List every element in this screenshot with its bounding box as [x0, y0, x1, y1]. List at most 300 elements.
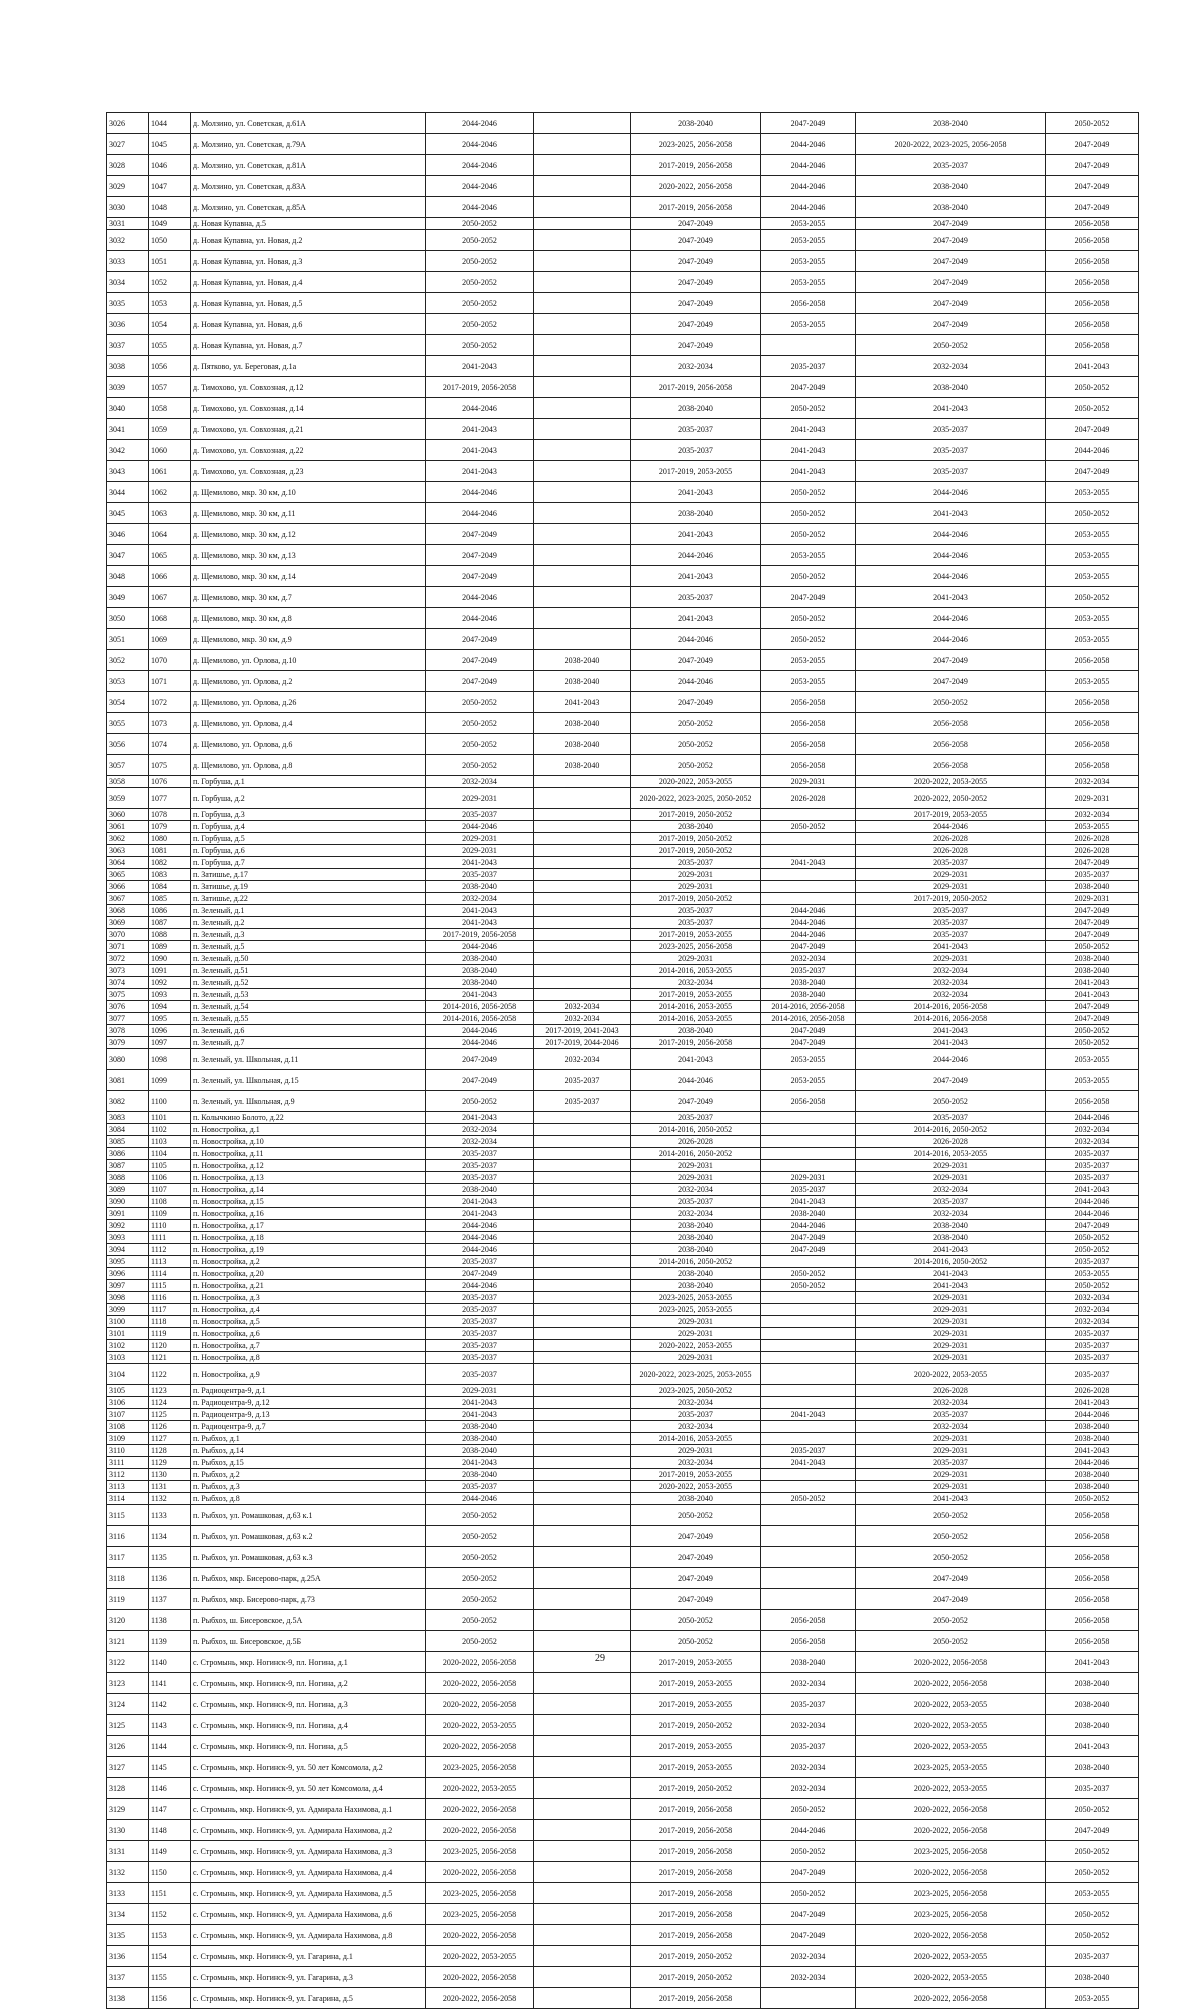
table-row — [107, 1409, 1139, 1421]
cell-object-number: 1090 — [149, 953, 191, 965]
cell-period-2 — [534, 1967, 631, 1988]
cell-period-6: 2047-2049 — [1046, 1220, 1139, 1232]
cell-row-number: 3027 — [107, 134, 149, 155]
cell-row-number: 3030 — [107, 197, 149, 218]
cell-period-1: 2029-2031 — [426, 845, 534, 857]
cell-object-number: 1122 — [149, 1364, 191, 1385]
table-row — [107, 650, 1139, 671]
cell-period-3: 2035-2037 — [631, 419, 761, 440]
table-row — [107, 1925, 1139, 1946]
cell-period-5: 2020-2022, 2050-2052 — [856, 788, 1046, 809]
cell-period-5: 2035-2037 — [856, 1196, 1046, 1208]
cell-period-4: 2050-2052 — [761, 1799, 856, 1820]
cell-period-2 — [534, 1232, 631, 1244]
cell-period-1: 2041-2043 — [426, 905, 534, 917]
cell-object-number: 1107 — [149, 1184, 191, 1196]
cell-period-3: 2035-2037 — [631, 917, 761, 929]
cell-period-4: 2050-2052 — [761, 398, 856, 419]
cell-period-3: 2020-2022, 2053-2055 — [631, 776, 761, 788]
cell-period-5: 2038-2040 — [856, 1220, 1046, 1232]
cell-row-number: 3096 — [107, 1268, 149, 1280]
cell-period-6: 2035-2037 — [1046, 1160, 1139, 1172]
cell-period-3: 2017-2019, 2053-2055 — [631, 1673, 761, 1694]
cell-period-5: 2035-2037 — [856, 1112, 1046, 1124]
cell-period-1: 2044-2046 — [426, 941, 534, 953]
cell-row-number: 3084 — [107, 1124, 149, 1136]
cell-period-4: 2026-2028 — [761, 788, 856, 809]
cell-row-number: 3054 — [107, 692, 149, 713]
cell-period-2 — [534, 1736, 631, 1757]
cell-address: п. Новостройка, д.1 — [191, 1124, 426, 1136]
cell-address: п. Новостройка, д.9 — [191, 1364, 426, 1385]
cell-period-1: 2020-2022, 2056-2058 — [426, 1694, 534, 1715]
cell-period-3: 2017-2019, 2053-2055 — [631, 1736, 761, 1757]
cell-object-number: 1070 — [149, 650, 191, 671]
cell-period-3: 2029-2031 — [631, 1160, 761, 1172]
cell-period-5: 2032-2034 — [856, 356, 1046, 377]
cell-object-number: 1087 — [149, 917, 191, 929]
cell-address: д. Молзино, ул. Советская, д.61А — [191, 113, 426, 134]
cell-period-5: 2041-2043 — [856, 587, 1046, 608]
cell-period-1: 2038-2040 — [426, 953, 534, 965]
table-row — [107, 356, 1139, 377]
cell-period-5: 2035-2037 — [856, 155, 1046, 176]
cell-period-5: 2020-2022, 2053-2055 — [856, 776, 1046, 788]
cell-object-number: 1069 — [149, 629, 191, 650]
cell-period-5: 2020-2022, 2053-2055 — [856, 1946, 1046, 1967]
table-row — [107, 965, 1139, 977]
cell-period-3: 2044-2046 — [631, 629, 761, 650]
cell-row-number: 3127 — [107, 1757, 149, 1778]
cell-row-number: 3073 — [107, 965, 149, 977]
table-row — [107, 1397, 1139, 1409]
cell-row-number: 3105 — [107, 1385, 149, 1397]
table-row — [107, 218, 1139, 230]
cell-period-2 — [534, 1988, 631, 2009]
cell-period-6: 2056-2058 — [1046, 218, 1139, 230]
cell-period-2 — [534, 1172, 631, 1184]
cell-row-number: 3034 — [107, 272, 149, 293]
cell-period-4: 2035-2037 — [761, 1445, 856, 1457]
cell-period-3: 2014-2016, 2050-2052 — [631, 1148, 761, 1160]
cell-row-number: 3092 — [107, 1220, 149, 1232]
cell-address: д. Щемилово, ул. Орлова, д.8 — [191, 755, 426, 776]
cell-address: п. Затишье, д.19 — [191, 881, 426, 893]
cell-period-3: 2017-2019, 2053-2055 — [631, 989, 761, 1001]
cell-period-6: 2053-2055 — [1046, 545, 1139, 566]
cell-period-4: 2032-2034 — [761, 1778, 856, 1799]
cell-object-number: 1099 — [149, 1070, 191, 1091]
cell-row-number: 3049 — [107, 587, 149, 608]
cell-period-5: 2047-2049 — [856, 1568, 1046, 1589]
cell-row-number: 3065 — [107, 869, 149, 881]
cell-period-5: 2044-2046 — [856, 566, 1046, 587]
cell-row-number: 3099 — [107, 1304, 149, 1316]
cell-period-3: 2029-2031 — [631, 953, 761, 965]
cell-period-6: 2032-2034 — [1046, 1136, 1139, 1148]
cell-address: д. Пятково, ул. Береговая, д.1а — [191, 356, 426, 377]
cell-period-6: 2026-2028 — [1046, 1385, 1139, 1397]
cell-object-number: 1098 — [149, 1049, 191, 1070]
table-row — [107, 1172, 1139, 1184]
table-row — [107, 1244, 1139, 1256]
cell-object-number: 1125 — [149, 1409, 191, 1421]
cell-address: п. Новостройка, д.10 — [191, 1136, 426, 1148]
cell-address: п. Новостройка, д.18 — [191, 1232, 426, 1244]
cell-address: д. Щемилово, мкр. 30 км, д.8 — [191, 608, 426, 629]
cell-period-2 — [534, 1862, 631, 1883]
cell-period-3: 2017-2019, 2056-2058 — [631, 1841, 761, 1862]
cell-object-number: 1063 — [149, 503, 191, 524]
cell-object-number: 1154 — [149, 1946, 191, 1967]
cell-period-5: 2035-2037 — [856, 1457, 1046, 1469]
cell-address: п. Зеленый, д.6 — [191, 1025, 426, 1037]
cell-period-3: 2017-2019, 2056-2058 — [631, 1820, 761, 1841]
cell-period-6: 2047-2049 — [1046, 1820, 1139, 1841]
cell-address: п. Зеленый, ул. Школьная, д.11 — [191, 1049, 426, 1070]
cell-row-number: 3041 — [107, 419, 149, 440]
cell-row-number: 3044 — [107, 482, 149, 503]
cell-period-2 — [534, 1160, 631, 1172]
table-row — [107, 335, 1139, 356]
cell-period-6: 2053-2055 — [1046, 608, 1139, 629]
cell-period-4: 2044-2046 — [761, 134, 856, 155]
cell-period-5: 2020-2022, 2053-2055 — [856, 1715, 1046, 1736]
cell-period-3: 2017-2019, 2050-2052 — [631, 1946, 761, 1967]
cell-period-5: 2047-2049 — [856, 293, 1046, 314]
cell-period-5: 2020-2022, 2056-2058 — [856, 1820, 1046, 1841]
cell-period-6: 2032-2034 — [1046, 1316, 1139, 1328]
cell-period-4: 2038-2040 — [761, 1652, 856, 1673]
cell-period-4 — [761, 1481, 856, 1493]
cell-period-2: 2038-2040 — [534, 671, 631, 692]
cell-period-1: 2050-2052 — [426, 218, 534, 230]
cell-period-6: 2035-2037 — [1046, 1778, 1139, 1799]
cell-period-5: 2038-2040 — [856, 113, 1046, 134]
cell-period-3: 2014-2016, 2053-2055 — [631, 1433, 761, 1445]
cell-row-number: 3061 — [107, 821, 149, 833]
cell-period-2 — [534, 545, 631, 566]
cell-address: п. Новостройка, д.19 — [191, 1244, 426, 1256]
cell-period-4: 2041-2043 — [761, 1196, 856, 1208]
cell-period-1: 2041-2043 — [426, 461, 534, 482]
cell-period-5: 2047-2049 — [856, 671, 1046, 692]
cell-period-4: 2044-2046 — [761, 905, 856, 917]
cell-period-1: 2035-2037 — [426, 1328, 534, 1340]
cell-address: д. Щемилово, ул. Орлова, д.26 — [191, 692, 426, 713]
cell-period-2 — [534, 965, 631, 977]
cell-address: п. Зеленый, ул. Школьная, д.9 — [191, 1091, 426, 1112]
cell-period-2 — [534, 1397, 631, 1409]
cell-period-1: 2020-2022, 2056-2058 — [426, 1652, 534, 1673]
cell-address: с. Стромынь, мкр. Ногинск-9, ул. 50 лет Комсомола, д.4 — [191, 1778, 426, 1799]
cell-address: п. Новостройка, д.20 — [191, 1268, 426, 1280]
cell-period-1: 2050-2052 — [426, 1568, 534, 1589]
cell-period-1: 2044-2046 — [426, 113, 534, 134]
cell-object-number: 1095 — [149, 1013, 191, 1025]
cell-period-5: 2014-2016, 2053-2055 — [856, 1148, 1046, 1160]
cell-address: п. Горбуша, д.6 — [191, 845, 426, 857]
cell-period-1: 2020-2022, 2056-2058 — [426, 1820, 534, 1841]
table-row — [107, 881, 1139, 893]
cell-period-6: 2038-2040 — [1046, 1673, 1139, 1694]
cell-period-6: 2047-2049 — [1046, 917, 1139, 929]
cell-period-6: 2050-2052 — [1046, 1799, 1139, 1820]
cell-row-number: 3083 — [107, 1112, 149, 1124]
cell-row-number: 3086 — [107, 1148, 149, 1160]
cell-period-3: 2029-2031 — [631, 1172, 761, 1184]
cell-period-6: 2056-2058 — [1046, 734, 1139, 755]
cell-row-number: 3134 — [107, 1904, 149, 1925]
table-row — [107, 566, 1139, 587]
cell-address: д. Тимохово, ул. Совхозная, д.21 — [191, 419, 426, 440]
table-row — [107, 1610, 1139, 1631]
table-row — [107, 176, 1139, 197]
cell-period-3: 2029-2031 — [631, 881, 761, 893]
cell-period-3: 2029-2031 — [631, 1352, 761, 1364]
cell-address: п. Рыбхоз, д.1 — [191, 1433, 426, 1445]
cell-object-number: 1140 — [149, 1652, 191, 1673]
cell-period-3: 2017-2019, 2050-2052 — [631, 1778, 761, 1799]
cell-period-6: 2050-2052 — [1046, 503, 1139, 524]
cell-object-number: 1105 — [149, 1160, 191, 1172]
cell-row-number: 3097 — [107, 1280, 149, 1292]
cell-object-number: 1056 — [149, 356, 191, 377]
cell-period-3: 2020-2022, 2023-2025, 2053-2055 — [631, 1364, 761, 1385]
cell-period-3: 2032-2034 — [631, 1421, 761, 1433]
cell-period-6: 2050-2052 — [1046, 1904, 1139, 1925]
cell-period-1: 2038-2040 — [426, 1433, 534, 1445]
cell-address: п. Рыбхоз, мкр. Бисерово-парк, д.25А — [191, 1568, 426, 1589]
cell-period-5: 2020-2022, 2056-2058 — [856, 1799, 1046, 1820]
cell-period-4: 2050-2052 — [761, 821, 856, 833]
cell-period-2 — [534, 788, 631, 809]
cell-period-3: 2023-2025, 2056-2058 — [631, 134, 761, 155]
cell-address: п. Горбуша, д.2 — [191, 788, 426, 809]
table-row — [107, 776, 1139, 788]
cell-row-number: 3123 — [107, 1673, 149, 1694]
schedule-table-container — [106, 112, 1138, 2009]
cell-object-number: 1076 — [149, 776, 191, 788]
cell-period-2 — [534, 356, 631, 377]
cell-period-4: 2056-2058 — [761, 734, 856, 755]
cell-period-3: 2017-2019, 2053-2055 — [631, 1757, 761, 1778]
cell-period-1: 2050-2052 — [426, 251, 534, 272]
cell-period-1: 2050-2052 — [426, 1505, 534, 1526]
cell-period-4: 2053-2055 — [761, 218, 856, 230]
cell-period-6: 2032-2034 — [1046, 1292, 1139, 1304]
table-row — [107, 314, 1139, 335]
cell-row-number: 3136 — [107, 1946, 149, 1967]
cell-period-5: 2020-2022, 2053-2055 — [856, 1736, 1046, 1757]
cell-period-3: 2038-2040 — [631, 1268, 761, 1280]
cell-period-4 — [761, 869, 856, 881]
cell-period-4 — [761, 881, 856, 893]
cell-object-number: 1047 — [149, 176, 191, 197]
cell-period-6: 2041-2043 — [1046, 989, 1139, 1001]
cell-period-4: 2050-2052 — [761, 608, 856, 629]
cell-period-3: 2050-2052 — [631, 755, 761, 776]
cell-object-number: 1055 — [149, 335, 191, 356]
cell-row-number: 3079 — [107, 1037, 149, 1049]
cell-period-3: 2017-2019, 2050-2052 — [631, 833, 761, 845]
cell-period-3: 2014-2016, 2053-2055 — [631, 1001, 761, 1013]
cell-period-6: 2041-2043 — [1046, 1652, 1139, 1673]
cell-period-2 — [534, 1124, 631, 1136]
cell-period-6: 2056-2058 — [1046, 692, 1139, 713]
cell-period-2 — [534, 176, 631, 197]
cell-period-3: 2047-2049 — [631, 650, 761, 671]
cell-address: п. Рыбхоз, д.3 — [191, 1481, 426, 1493]
cell-period-3: 2017-2019, 2050-2052 — [631, 845, 761, 857]
cell-period-5: 2047-2049 — [856, 251, 1046, 272]
table-row — [107, 941, 1139, 953]
cell-row-number: 3102 — [107, 1340, 149, 1352]
cell-address: п. Рыбхоз, д.2 — [191, 1469, 426, 1481]
cell-period-6: 2047-2049 — [1046, 197, 1139, 218]
cell-object-number: 1111 — [149, 1232, 191, 1244]
cell-period-1: 2035-2037 — [426, 1364, 534, 1385]
cell-object-number: 1046 — [149, 155, 191, 176]
cell-period-5: 2050-2052 — [856, 1631, 1046, 1652]
cell-address: д. Новая Купавна, ул. Новая, д.7 — [191, 335, 426, 356]
table-row — [107, 197, 1139, 218]
cell-row-number: 3115 — [107, 1505, 149, 1526]
table-row — [107, 857, 1139, 869]
cell-object-number: 1156 — [149, 1988, 191, 2009]
cell-period-5: 2041-2043 — [856, 1280, 1046, 1292]
cell-period-6: 2056-2058 — [1046, 230, 1139, 251]
cell-object-number: 1155 — [149, 1967, 191, 1988]
cell-period-3: 2029-2031 — [631, 1316, 761, 1328]
cell-period-5: 2014-2016, 2056-2058 — [856, 1001, 1046, 1013]
cell-period-5: 2020-2022, 2053-2055 — [856, 1967, 1046, 1988]
cell-address: п. Новостройка, д.16 — [191, 1208, 426, 1220]
cell-object-number: 1129 — [149, 1457, 191, 1469]
table-row — [107, 1904, 1139, 1925]
cell-period-5: 2020-2022, 2056-2058 — [856, 1925, 1046, 1946]
cell-period-1: 2050-2052 — [426, 1091, 534, 1112]
cell-period-5: 2020-2022, 2023-2025, 2056-2058 — [856, 134, 1046, 155]
cell-period-6: 2032-2034 — [1046, 1124, 1139, 1136]
cell-row-number: 3137 — [107, 1967, 149, 1988]
cell-period-3: 2017-2019, 2056-2058 — [631, 377, 761, 398]
cell-period-5: 2056-2058 — [856, 713, 1046, 734]
cell-object-number: 1062 — [149, 482, 191, 503]
cell-period-5: 2032-2034 — [856, 977, 1046, 989]
cell-period-4: 2047-2049 — [761, 941, 856, 953]
cell-period-4: 2047-2049 — [761, 1925, 856, 1946]
cell-period-2: 2035-2037 — [534, 1070, 631, 1091]
cell-period-3: 2047-2049 — [631, 1526, 761, 1547]
cell-period-4: 2032-2034 — [761, 953, 856, 965]
cell-period-5: 2029-2031 — [856, 1469, 1046, 1481]
cell-period-3: 2047-2049 — [631, 251, 761, 272]
cell-period-5: 2029-2031 — [856, 1340, 1046, 1352]
cell-row-number: 3026 — [107, 113, 149, 134]
cell-period-6: 2041-2043 — [1046, 1445, 1139, 1457]
cell-object-number: 1104 — [149, 1148, 191, 1160]
cell-period-1: 2047-2049 — [426, 671, 534, 692]
cell-period-2: 2017-2019, 2041-2043 — [534, 1025, 631, 1037]
cell-period-5: 2032-2034 — [856, 965, 1046, 977]
cell-address: п. Новостройка, д.8 — [191, 1352, 426, 1364]
cell-period-5: 2047-2049 — [856, 314, 1046, 335]
cell-period-5: 2047-2049 — [856, 650, 1046, 671]
cell-period-4: 2032-2034 — [761, 1757, 856, 1778]
cell-period-6: 2041-2043 — [1046, 356, 1139, 377]
cell-period-5: 2041-2043 — [856, 1037, 1046, 1049]
cell-period-1: 2044-2046 — [426, 608, 534, 629]
table-row — [107, 833, 1139, 845]
cell-row-number: 3095 — [107, 1256, 149, 1268]
cell-object-number: 1114 — [149, 1268, 191, 1280]
table-row — [107, 1070, 1139, 1091]
table-row — [107, 788, 1139, 809]
cell-period-2 — [534, 953, 631, 965]
cell-period-4 — [761, 1385, 856, 1397]
cell-address: п. Рыбхоз, ш. Бисеровское, д.5А — [191, 1610, 426, 1631]
cell-period-6: 2050-2052 — [1046, 587, 1139, 608]
cell-period-4: 2047-2049 — [761, 1244, 856, 1256]
cell-period-3: 2047-2049 — [631, 692, 761, 713]
cell-period-3: 2020-2022, 2053-2055 — [631, 1481, 761, 1493]
cell-period-3: 2047-2049 — [631, 293, 761, 314]
cell-address: п. Зеленый, ул. Школьная, д.15 — [191, 1070, 426, 1091]
cell-row-number: 3057 — [107, 755, 149, 776]
cell-row-number: 3050 — [107, 608, 149, 629]
cell-object-number: 1128 — [149, 1445, 191, 1457]
cell-address: п. Горбуша, д.3 — [191, 809, 426, 821]
cell-row-number: 3090 — [107, 1196, 149, 1208]
cell-period-4: 2041-2043 — [761, 1409, 856, 1421]
cell-row-number: 3101 — [107, 1328, 149, 1340]
cell-row-number: 3052 — [107, 650, 149, 671]
cell-period-4: 2014-2016, 2056-2058 — [761, 1013, 856, 1025]
table-row — [107, 113, 1139, 134]
cell-row-number: 3058 — [107, 776, 149, 788]
cell-period-2: 2032-2034 — [534, 1013, 631, 1025]
cell-address: п. Зеленый, д.52 — [191, 977, 426, 989]
cell-period-2 — [534, 881, 631, 893]
cell-period-4: 2029-2031 — [761, 776, 856, 788]
cell-period-5: 2056-2058 — [856, 755, 1046, 776]
cell-period-2 — [534, 134, 631, 155]
cell-period-6: 2056-2058 — [1046, 1589, 1139, 1610]
cell-period-4: 2050-2052 — [761, 1280, 856, 1292]
cell-address: с. Стромынь, мкр. Ногинск-9, ул. Адмирала Нахимова, д.5 — [191, 1883, 426, 1904]
table-row — [107, 1862, 1139, 1883]
cell-row-number: 3075 — [107, 989, 149, 1001]
cell-address: с. Стромынь, мкр. Ногинск-9, пл. Ногина, д.3 — [191, 1694, 426, 1715]
cell-period-6: 2056-2058 — [1046, 272, 1139, 293]
cell-row-number: 3121 — [107, 1631, 149, 1652]
cell-period-1: 2035-2037 — [426, 1172, 534, 1184]
cell-period-2 — [534, 1505, 631, 1526]
cell-period-6: 2047-2049 — [1046, 1013, 1139, 1025]
cell-row-number: 3080 — [107, 1049, 149, 1070]
cell-period-4: 2035-2037 — [761, 1736, 856, 1757]
cell-object-number: 1118 — [149, 1316, 191, 1328]
cell-period-5: 2020-2022, 2056-2058 — [856, 1652, 1046, 1673]
cell-row-number: 3039 — [107, 377, 149, 398]
cell-period-4 — [761, 1433, 856, 1445]
table-row — [107, 461, 1139, 482]
table-row — [107, 1352, 1139, 1364]
cell-period-5: 2041-2043 — [856, 941, 1046, 953]
cell-period-4 — [761, 1568, 856, 1589]
cell-period-4: 2053-2055 — [761, 650, 856, 671]
